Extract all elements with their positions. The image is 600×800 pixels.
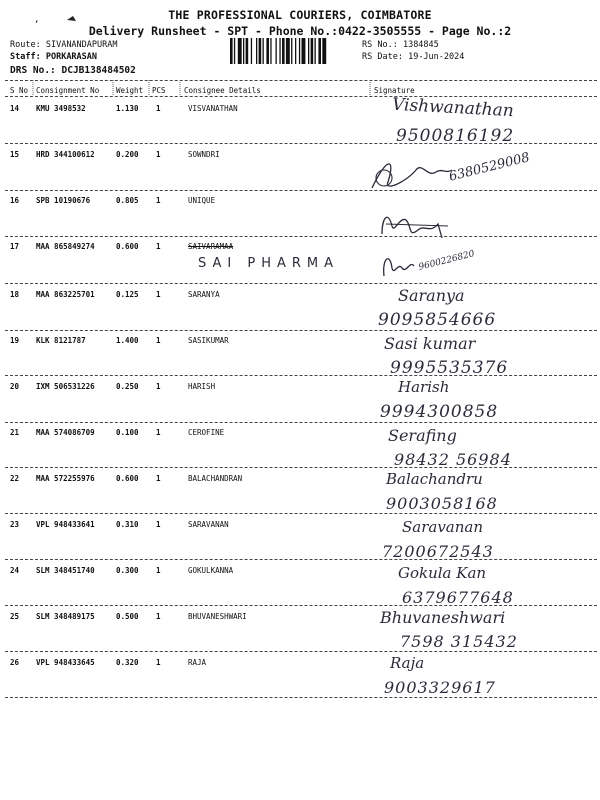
row-pcs: 1	[156, 520, 161, 529]
col-pcs: PCS	[152, 86, 166, 95]
row-sno: 26	[10, 658, 20, 667]
row-consignee: SAIVARAMAA	[188, 242, 234, 251]
row-consignee: HARISH	[188, 382, 216, 391]
row-consignment: KMU 3498532	[36, 104, 86, 113]
row-consignee: BHUVANESHWARI	[188, 612, 247, 621]
drs-label: DRS No.:	[10, 65, 56, 76]
row-weight: 0.200	[116, 150, 139, 159]
rs-date-line	[362, 52, 464, 62]
row-weight: 0.600	[116, 242, 139, 251]
handwritten-name: Vishwanathan	[391, 94, 515, 122]
row-consignee: GOKULKANNA	[188, 566, 234, 575]
row-consignee: BALACHANDRAN	[188, 474, 243, 483]
row-weight: 1.130	[116, 104, 139, 113]
route-line	[10, 40, 118, 50]
signature-scribble	[378, 248, 418, 280]
runsheet-title: Delivery Runsheet - SPT - Phone No.:0422-3505555 - Page No.:2	[88, 24, 512, 38]
handwritten-phone: 7200672543	[382, 542, 494, 561]
drs-line	[10, 65, 136, 76]
barcode	[230, 38, 354, 64]
row-sno: 21	[10, 428, 20, 437]
row-divider	[5, 422, 597, 423]
handwritten-phone: 6380529008	[447, 150, 532, 185]
col-consignee: Consignee Details	[184, 86, 261, 95]
row-pcs: 1	[156, 104, 161, 113]
route-label: Route:	[10, 40, 41, 50]
handwritten-phone: 98432 56984	[394, 450, 512, 469]
handwritten-phone: 9995535376	[390, 358, 509, 378]
row-consignee: CEROFINE	[188, 428, 225, 437]
row-consignee: SARAVANAN	[188, 520, 229, 529]
row-weight: 0.310	[116, 520, 139, 529]
row-sno: 25	[10, 612, 20, 621]
row-sno: 24	[10, 566, 20, 575]
row-consignment: HRD 344100612	[36, 150, 95, 159]
row-consignment: SLM 348489175	[36, 612, 95, 621]
rs-no-value: 1384845	[402, 40, 439, 50]
row-divider	[5, 330, 597, 331]
row-consignment: VPL 948433645	[36, 658, 95, 667]
row-sno: 15	[10, 150, 20, 159]
handwritten-note: SAI PHARMA	[198, 256, 340, 271]
row-weight: 1.400	[116, 336, 139, 345]
company-title: THE PROFESSIONAL COURIERS, COIMBATORE	[168, 8, 432, 22]
row-consignment: VPL 948433641	[36, 520, 95, 529]
handwritten-phone: 9003329617	[384, 678, 496, 697]
staff-label: Staff:	[10, 52, 41, 62]
row-sno: 16	[10, 196, 20, 205]
row-pcs: 1	[156, 612, 161, 621]
col-weight: Weight	[116, 86, 144, 95]
row-divider	[5, 651, 597, 652]
scribble-mark: ,	[34, 15, 40, 25]
rs-no-label: RS No.:	[362, 40, 398, 50]
staff-value: PORKARASAN	[45, 52, 98, 62]
row-consignment: IXM 506531226	[36, 382, 95, 391]
row-weight: 0.320	[116, 658, 139, 667]
row-pcs: 1	[156, 336, 161, 345]
handwritten-name: Harish	[398, 378, 450, 396]
row-consignment: MAA 572255976	[36, 474, 95, 483]
row-sno: 14	[10, 104, 20, 113]
row-consignee: UNIQUE	[188, 196, 216, 205]
row-divider	[5, 143, 597, 144]
handwritten-name: Serafing	[388, 426, 457, 445]
row-pcs: 1	[156, 474, 161, 483]
staff-line	[10, 52, 97, 62]
handwritten-name: Saravanan	[402, 518, 484, 536]
rs-date-value: 19-Jun-2024	[408, 52, 465, 62]
handwritten-name: Gokula Kan	[398, 564, 487, 582]
rs-date-label: RS Date:	[362, 52, 403, 62]
col-signature: Signature	[374, 86, 415, 95]
row-sno: 22	[10, 474, 20, 483]
row-consignment: SPB 10190676	[36, 196, 91, 205]
row-pcs: 1	[156, 566, 161, 575]
handwritten-name: Balachandru	[386, 470, 483, 488]
row-sno: 20	[10, 382, 20, 391]
row-weight: 0.500	[116, 612, 139, 621]
row-consignment: MAA 863225701	[36, 290, 95, 299]
row-consignment: MAA 574086709	[36, 428, 95, 437]
row-pcs: 1	[156, 382, 161, 391]
row-weight: 0.300	[116, 566, 139, 575]
handwritten-phone: 6379677648	[402, 588, 514, 607]
handwritten-phone: 7598 315432	[400, 632, 518, 651]
row-divider	[5, 697, 597, 698]
row-consignment: KLK 8121787	[36, 336, 86, 345]
row-divider	[5, 513, 597, 514]
row-weight: 0.805	[116, 196, 139, 205]
header-separators	[0, 80, 600, 97]
col-consignment: Consignment No	[36, 86, 100, 95]
row-consignee: SOWNDRI	[188, 150, 220, 159]
row-consignee: SASIKUMAR	[188, 336, 229, 345]
row-divider	[5, 375, 597, 376]
row-pcs: 1	[156, 428, 161, 437]
row-weight: 0.100	[116, 428, 139, 437]
row-consignee: VISVANATHAN	[188, 104, 238, 113]
handwritten-phone: 9500816192	[396, 126, 515, 146]
row-sno: 23	[10, 520, 20, 529]
row-pcs: 1	[156, 242, 161, 251]
row-pcs: 1	[156, 150, 161, 159]
rs-no-line	[362, 40, 439, 50]
handwritten-phone: 9600226820	[417, 249, 476, 273]
row-consignment: MAA 865849274	[36, 242, 95, 251]
row-sno: 18	[10, 290, 20, 299]
row-divider	[5, 559, 597, 560]
row-weight: 0.600	[116, 474, 139, 483]
handwritten-phone: 9095854666	[378, 310, 497, 330]
row-divider	[5, 467, 597, 468]
handwritten-name: Bhuvaneshwari	[380, 608, 506, 627]
row-pcs: 1	[156, 196, 161, 205]
row-weight: 0.125	[116, 290, 139, 299]
handwritten-name: Raja	[390, 654, 425, 672]
row-weight: 0.250	[116, 382, 139, 391]
handwritten-name: Saranya	[398, 286, 465, 305]
handwritten-phone: 9994300858	[380, 402, 499, 422]
handwritten-name: Sasi kumar	[384, 334, 476, 353]
route-value: SIVANANDAPURAM	[45, 40, 118, 50]
row-consignee: RAJA	[188, 658, 207, 667]
row-sno: 19	[10, 336, 20, 345]
row-divider	[5, 190, 597, 191]
row-consignment: SLM 348451740	[36, 566, 95, 575]
row-divider	[5, 236, 597, 237]
row-sno: 17	[10, 242, 20, 251]
handwritten-phone: 9003058168	[386, 494, 498, 513]
drs-value: DCJB138484502	[61, 65, 136, 76]
signature-scribble	[378, 204, 458, 244]
row-divider	[5, 605, 597, 606]
row-pcs: 1	[156, 290, 161, 299]
row-consignee: SARANYA	[188, 290, 220, 299]
row-divider	[5, 283, 597, 284]
row-pcs: 1	[156, 658, 161, 667]
col-sno: S No	[10, 86, 29, 95]
